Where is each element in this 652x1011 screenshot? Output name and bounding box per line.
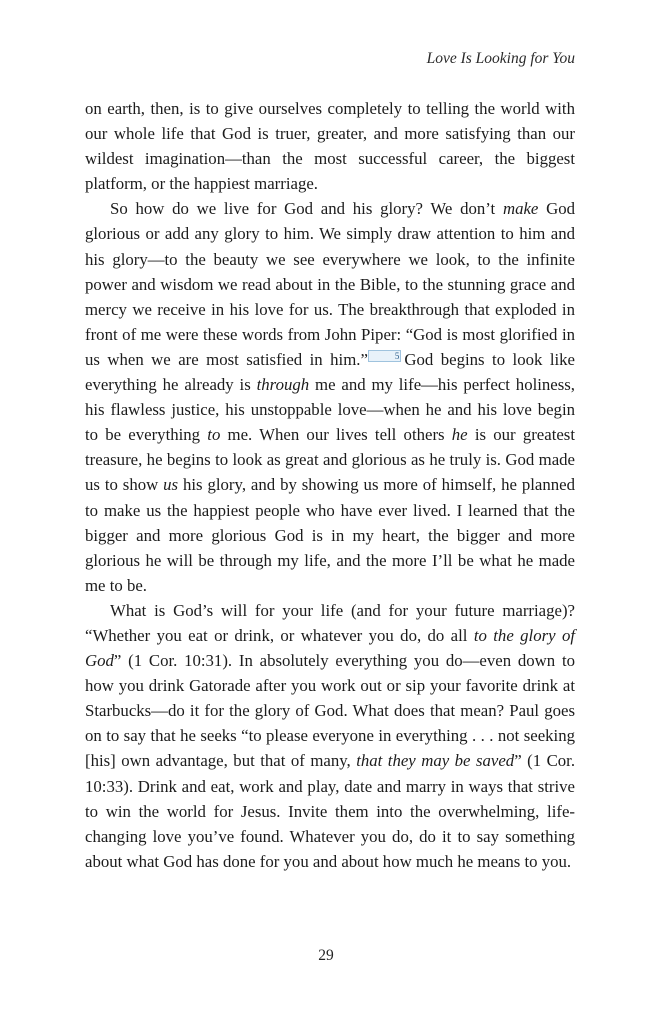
text-run: God begins to look like everything he already is: [85, 349, 576, 395]
italic-text: he: [451, 425, 468, 445]
italic-text: that they may be saved: [356, 751, 515, 771]
italic-text: through: [256, 375, 310, 395]
text-run: me. When our lives tell others: [220, 425, 452, 445]
text-run: is our greatest treasure, he begins to look as great and glorious as he truly is. God made us to show: [85, 425, 575, 495]
italic-text: make: [502, 199, 539, 219]
footnote-marker[interactable]: 5: [368, 350, 402, 362]
paragraph-3: [85, 598, 575, 874]
paragraph-1: [85, 96, 575, 196]
text-run: So how do we live for God and his glory? We don’t: [110, 199, 503, 219]
running-head: Love Is Looking for You: [426, 50, 575, 67]
text-run: ” (1 Cor. 10:33). Drink and eat, work and play, date and marry in ways that strive to win the world for Jesus. Invite them into the overwhelming, life-changing love you’ve found. Whatever you do, do it to say something about what God has done for you and about how much he means to you.: [85, 751, 576, 871]
text-run: his glory, and by showing us more of himself, he planned to make us the happiest people who have ever lived. I learned that the bigger and more glorious God is in my heart, the bigger and more glorious he will be through my life, and the more I’ll be what he made me to be.: [85, 475, 575, 595]
italic-text: to: [207, 425, 221, 445]
page-number: 29: [318, 947, 334, 964]
text-run: What is God’s will for your life (and for your future marriage)? “Whether you eat or drink, or whatever you do, do all: [85, 600, 575, 645]
text-run: God glorious or add any glory to him. We simply draw attention to him and his glory—to the beauty we see everywhere we look, to the infinite power and wisdom we read about in the Bible, to the stunning grace and mercy we receive in his love for us. The breakthrough that exploded in front of me were these words from John Piper: “God is most glorified in us when we are most satisfied in him.”: [85, 199, 576, 369]
paragraph-2: [85, 196, 575, 598]
italic-text: us: [163, 475, 179, 495]
body-text: [85, 96, 575, 874]
text-run: ” (1 Cor. 10:31). In absolutely everything you do—even down to how you drink Gatorade after you work out or sip your favorite drink at Starbucks—do it for the glory of God. What does that mean? Paul goes on to say that he seeks “to please everyone in everything . . . not seeking [his] own advantage, but that of many,: [85, 651, 575, 771]
italic-text: to the glory of God: [85, 625, 575, 671]
text-run: me and my life—his perfect holiness, his flawless justice, his unstoppable love—when he and his love begin to be everything: [85, 375, 575, 445]
text-run: on earth, then, is to give ourselves completely to telling the world with our whole life that God is truer, greater, and more satisfying than our wildest imagination—than the most successful career, the biggest platform, or the happiest marriage.: [85, 99, 575, 194]
